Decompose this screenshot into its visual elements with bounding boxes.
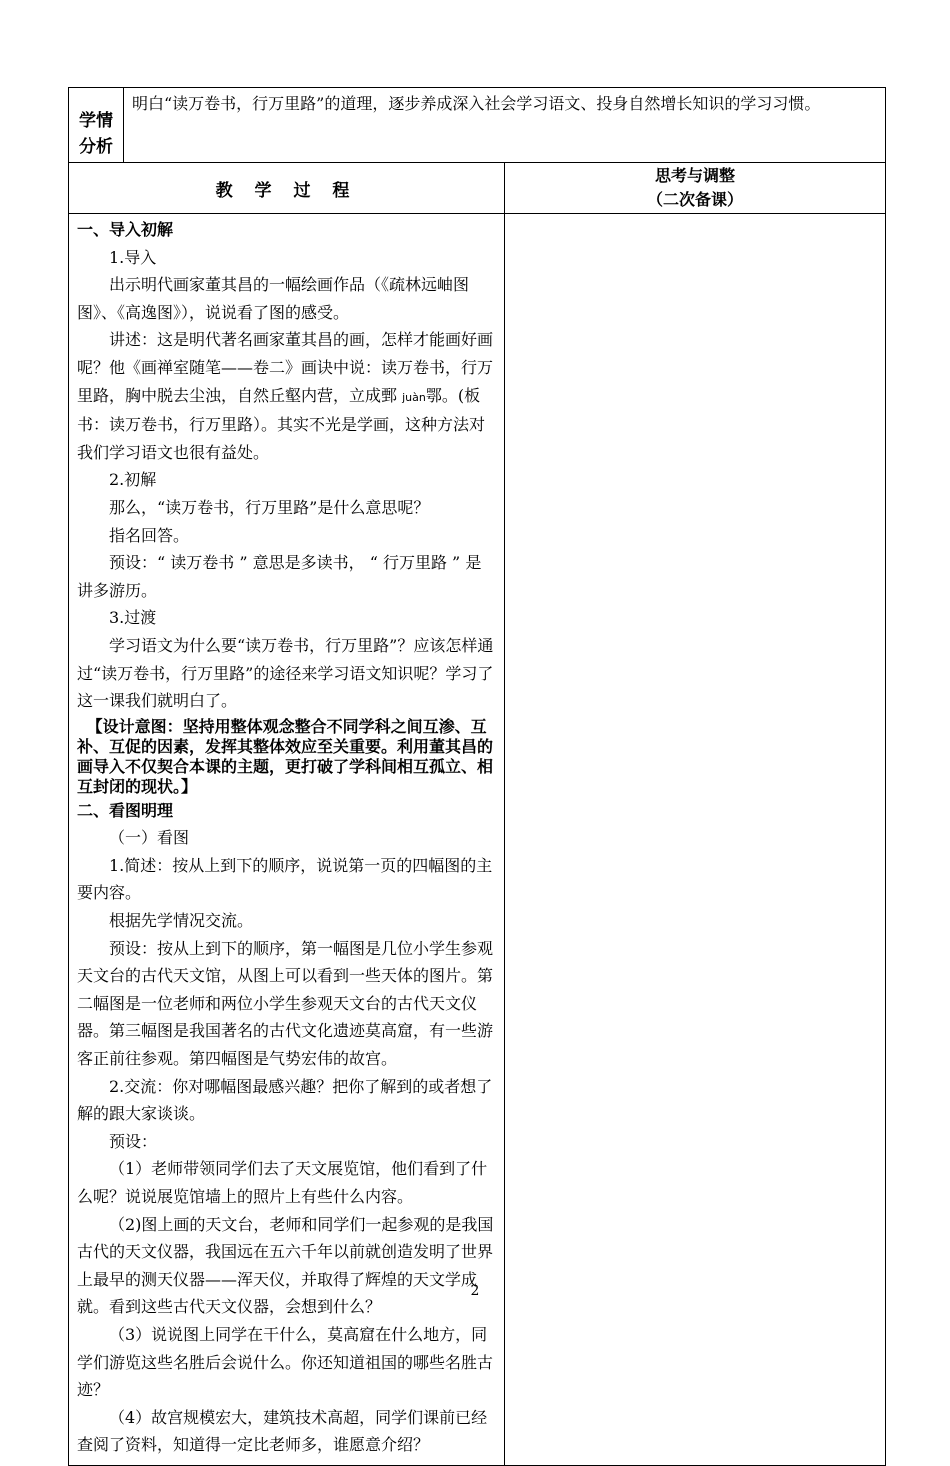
paragraph-5: 预设：“ 读万卷书 ” 意思是多读书， “ 行万里路 ” 是讲多游历。: [77, 553, 482, 600]
section-2-sub-1: （一）看图: [109, 828, 190, 848]
design-intent-note: 【设计意图：坚持用整体观念整合不同学科之间互渗、互补、互促的因素，发挥其整体效应至关重要。利用董其昌的画导入不仅契合本课的主题，更打破了学科间相互孤立、相互封闭的现状。】: [77, 716, 494, 796]
paragraph-6: 学习语文为什么要“读万卷书，行万里路”？应该怎样通过“读万卷书，行万里路”的途径来学习语文知识呢？学习了这一课我们就明白了。: [77, 635, 494, 711]
reflection-notes-column: [505, 214, 886, 1466]
student-analysis-row: [69, 88, 886, 163]
paragraph-2: [77, 326, 496, 466]
paragraph-2-part-a: 讲述：这是明代著名画家董其昌的画，怎样才能画好画呢？他《画禅室随笔——卷二》画诀中说：读万卷书，行万里路，胸中脱去尘浊，自然丘壑内营，立成鄄: [77, 330, 494, 405]
paragraph-9: 预设：按从上到下的顺序，第一幅图是几位小学生参观天文台的古代天文馆，从图上可以看到一些天体的图片。第二幅图是一位老师和两位小学生参观天文台的古代天文仪器。第三幅图是我国著名的古代文化遗迹莫高窟，有一些游客正前往参观。第四幅图是气势宏伟的故宫。: [77, 938, 494, 1069]
teaching-process-title: 教 学 过 程: [69, 163, 505, 214]
paragraph-10: 2.交流：你对哪幅图最感兴趣？把你了解到的或者想了解的跟大家谈谈。: [77, 1076, 493, 1124]
section-1-title: 一、导入初解: [77, 220, 174, 239]
section-1-sub-3: 3.过渡: [109, 608, 157, 628]
process-content: [69, 214, 505, 1466]
page-number: 2: [470, 1283, 480, 1299]
paragraph-13: （2)图上画的天文台，老师和同学们一起参观的是我国古代的天文仪器，我国远在五六千年以前就创造发明了世界上最早的测天仪器——浑天仪，并取得了辉煌的天文学成就。看到这些古代天文仪器，会想到什么？: [77, 1214, 494, 1317]
paragraph-12: （1）老师带领同学们去了天文展览馆，他们看到了什么呢？说说展览馆墙上的照片上有些什么内容。: [77, 1159, 488, 1206]
section-1-sub-2: 2.初解: [109, 470, 157, 490]
student-analysis-text: 明白“读万卷书，行万里路”的道理，逐步养成深入社会学习语文、投身自然增长知识的学习习惯。: [124, 88, 886, 163]
section-2-title: 二、看图明理: [77, 800, 174, 820]
section-1-sub-1: 1.导入: [109, 247, 157, 267]
paragraph-7: 1.简述：按从上到下的顺序，说说第一页的四幅图的主要内容。: [77, 855, 493, 903]
paragraph-14: （3）说说图上同学在干什么，莫高窟在什么地方，同学们游览这些名胜后会说什么。你还知道祖国的哪些名胜古迹？: [77, 1324, 494, 1400]
reflection-header: [505, 163, 886, 214]
student-analysis-label: [69, 88, 124, 163]
paragraph-15: （4）故宫规模宏大，建筑技术高超，同学们课前已经查阅了资料，知道得一定比老师多，谁愿意介绍？: [77, 1407, 488, 1455]
label-line-1: 学情: [79, 111, 113, 131]
reflection-title: 思考与调整: [654, 166, 735, 185]
reflection-subtitle: （二次备课）: [646, 190, 743, 209]
paragraph-1: 出示明代画家董其昌的一幅绘画作品（《疏林远岫图图》、《高逸图》），说说看了图的感受。: [77, 275, 470, 322]
process-header-row: [69, 163, 886, 214]
pinyin-annotation: juàn: [402, 390, 426, 404]
paragraph-8: 根据先学情况交流。: [109, 911, 254, 931]
label-line-2: 分析: [79, 137, 113, 157]
paragraph-3: 那么，“读万卷书，行万里路”是什么意思呢？: [109, 497, 430, 517]
paragraph-2-part-b: 鄂。(板书：读万卷书，行万里路）。其实不光是学画，这种方法对我们学习语文也很有益处。: [77, 385, 486, 462]
process-content-row: [69, 214, 886, 1466]
paragraph-4: 指名回答。: [109, 525, 190, 545]
paragraph-11: 预设：: [109, 1131, 158, 1151]
lesson-plan-table: [68, 87, 886, 1466]
